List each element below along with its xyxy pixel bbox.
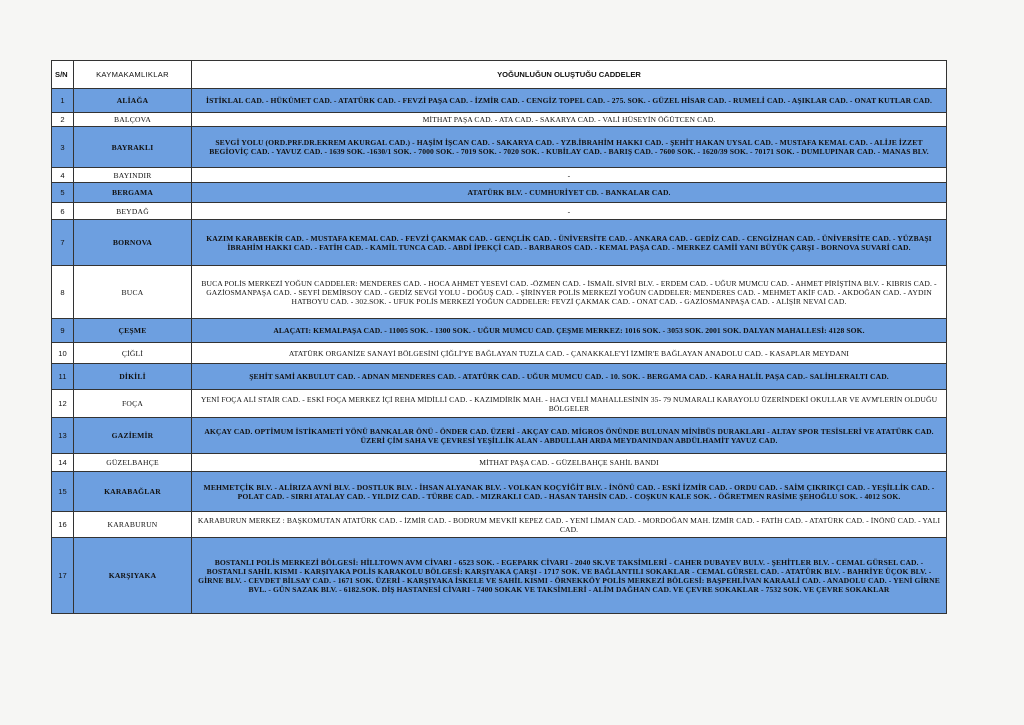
- street-list: ŞEHİT SAMİ AKBULUT CAD. - ADNAN MENDERES CAD. - ATATÜRK CAD. - UĞUR MUMCU CAD. - 10. SOK. - BERGAMA CAD. - KARA HALİL PAŞA CAD.- SALİHLERALTI CAD.: [192, 364, 947, 390]
- table-row: [52, 220, 947, 266]
- table-row: [52, 89, 947, 113]
- district-name: BERGAMA: [74, 183, 192, 203]
- header-kaymakamlik: KAYMAKAMLIKLAR: [74, 61, 192, 89]
- table-row: [52, 538, 947, 614]
- district-name: KARŞIYAKA: [74, 538, 192, 614]
- row-number: 8: [52, 266, 74, 319]
- district-name: FOÇA: [74, 390, 192, 418]
- table-row: [52, 127, 947, 168]
- street-list: ATATÜRK BLV. - CUMHURİYET CD. - BANKALAR CAD.: [192, 183, 947, 203]
- row-number: 14: [52, 454, 74, 472]
- table-row: [52, 454, 947, 472]
- district-name: DİKİLİ: [74, 364, 192, 390]
- row-number: 6: [52, 203, 74, 220]
- street-list: MEHMETÇİK BLV. - ALİRIZA AVNİ BLV. - DOSTLUK BLV. - İHSAN ALYANAK BLV. - VOLKAN KOÇYİĞİT BLV. - İNÖNÜ CAD. - ESKİ İZMİR CAD. - ORDU CAD. - SAİM ÇIKRIKÇI CAD. - YEŞİLLİK CAD. - POLAT CAD. - SIRRI ATALAY CAD. - YILDIZ CAD. - TÜRBE CAD. - MIZRAKLI CAD. - HASAN TAHSİN CAD. - COŞKUN KALE SOK. - ÖĞRETMEN RASİME ŞEHOĞLU SOK. - 4012 SOK.: [192, 472, 947, 512]
- table-row: [52, 113, 947, 127]
- row-number: 7: [52, 220, 74, 266]
- street-list: ATATÜRK ORGANİZE SANAYİ BÖLGESİNİ ÇİĞLİ'YE BAĞLAYAN TUZLA CAD. - ÇANAKKALE'Yİ İZMİR'E BAĞLAYAN ANADOLU CAD. - KASAPLAR MEYDANI: [192, 343, 947, 364]
- street-list: -: [192, 203, 947, 220]
- table-row: [52, 418, 947, 454]
- district-name: KARABURUN: [74, 512, 192, 538]
- table-row: [52, 266, 947, 319]
- street-list: AKÇAY CAD. OPTİMUM İSTİKAMETİ YÖNÜ BANKALAR ÖNÜ - ÖNDER CAD. ÜZERİ - AKÇAY CAD. MİGROS ÖNÜNDE BULUNAN MİNİBÜS DURAKLARI - ALTAY SPOR TESİSLERİ VE ATATÜRK CAD. ÜZERİ ÇİM SAHA VE ÇEVRESİ YEŞİLLİK ALAN - ABDULLAH ARDA MEYDANINDAN ABDÜLHAMİT YAVUZ CAD.: [192, 418, 947, 454]
- header-sn: S/N: [52, 61, 74, 89]
- row-number: 15: [52, 472, 74, 512]
- table-row: [52, 168, 947, 183]
- table-row: [52, 512, 947, 538]
- district-name: ÇEŞME: [74, 319, 192, 343]
- table-row: [52, 390, 947, 418]
- district-name: BAYINDIR: [74, 168, 192, 183]
- header-caddeler: YOĞUNLUĞUN OLUŞTUĞU CADDELER: [192, 61, 947, 89]
- row-number: 9: [52, 319, 74, 343]
- street-list: YENİ FOÇA ALİ STAİR CAD. - ESKİ FOÇA MERKEZ İÇİ REHA MİDİLLİ CAD. - KAZIMDİRİK MAH. - HACI VELİ MAHALLESİNİN 35- 79 NUMARALI KARAYOLU ÜZERİNDEKİ OKULLAR VE AVM'LERİN OLDUĞU BÖLGELER: [192, 390, 947, 418]
- district-name: GAZİEMİR: [74, 418, 192, 454]
- street-list: SEVGİ YOLU (ORD.PRF.DR.EKREM AKURGAL CAD.) - HAŞİM İŞCAN CAD. - SAKARYA CAD. - YZB.İBRAHİM HAKKI CAD. - ŞEHİT HAKAN UYSAL CAD. - MUSTAFA KEMAL CAD. - ALİJE İZZET BEGİOVİÇ CAD. - YAVUZ CAD. - 1639 SOK. -1630/1 SOK. - 7000 SOK. - 7019 SOK. - 7020 SOK. - KUBİLAY CAD. - BARIŞ CAD. - 7600 SOK. - 1620/39 SOK. - 70171 SOK. - DUMLUPINAR CAD. - MANAS BLV.: [192, 127, 947, 168]
- table-row: [52, 472, 947, 512]
- table-row: [52, 203, 947, 220]
- district-name: BUCA: [74, 266, 192, 319]
- street-list: İSTİKLAL CAD. - HÜKÜMET CAD. - ATATÜRK CAD. - FEVZİ PAŞA CAD. - İZMİR CAD. - CENGİZ TOPEL CAD. - 275. SOK. - GÜZEL HİSAR CAD. - RUMELİ CAD. - AŞIKLAR CAD. - ONAT KUTLAR CAD.: [192, 89, 947, 113]
- district-name: ALİAĞA: [74, 89, 192, 113]
- district-name: ÇİĞLİ: [74, 343, 192, 364]
- street-list: KARABURUN MERKEZ : BAŞKOMUTAN ATATÜRK CAD. - İZMİR CAD. - BODRUM MEVKİİ KEPEZ CAD. - YENİ LİMAN CAD. - MORDOĞAN MAH. İZMİR CAD. - FATİH CAD. - ATATÜRK CAD. - İNÖNÜ CAD. - YALI CAD.: [192, 512, 947, 538]
- table-row: [52, 319, 947, 343]
- row-number: 11: [52, 364, 74, 390]
- row-number: 4: [52, 168, 74, 183]
- table-row: [52, 364, 947, 390]
- row-number: 16: [52, 512, 74, 538]
- table-row: [52, 183, 947, 203]
- street-list: BUCA POLİS MERKEZİ YOĞUN CADDELER: MENDERES CAD. - HOCA AHMET YESEVİ CAD. -ÖZMEN CAD. - İSMAİL SİVRİ BLV. - ERDEM CAD. - UĞUR MUMCU CAD. - AHMET PİRİŞTİNA BLV. - KIBRIS CAD. - GAZİOSMANPAŞA CAD. - SEYFİ DEMİRSOY CAD. - GEDİZ SEVGİ YOLU - DOĞUŞ CAD. - ŞİRİNYER POLİS MERKEZİ YOĞUN CADDELER: MENDERES CAD. - MEHMET AKİF CAD. - AKDOĞAN CAD. - AYDIN HATBOYU CAD. - 302.SOK. - UFUK POLİS MERKEZİ YOĞUN CADDELER: FEVZİ ÇAKMAK CAD. - ONAT CAD. - GAZİOSMANPAŞA CAD. - ALİŞİR NEVAİ CAD.: [192, 266, 947, 319]
- row-number: 13: [52, 418, 74, 454]
- street-list: MİTHAT PAŞA CAD. - GÜZELBAHÇE SAHİL BANDI: [192, 454, 947, 472]
- street-list: -: [192, 168, 947, 183]
- street-list: ALAÇATI: KEMALPAŞA CAD. - 11005 SOK. - 1300 SOK. - UĞUR MUMCU CAD. ÇEŞME MERKEZ: 1016 SOK. - 3053 SOK. 2001 SOK. DALYAN MAHALLESİ: 4128 SOK.: [192, 319, 947, 343]
- street-list: MİTHAT PAŞA CAD. - ATA CAD. - SAKARYA CAD. - VALİ HÜSEYİN ÖĞÜTCEN CAD.: [192, 113, 947, 127]
- traffic-density-table: [51, 60, 947, 614]
- table-header-row: [52, 61, 947, 89]
- table-row: [52, 343, 947, 364]
- row-number: 10: [52, 343, 74, 364]
- district-name: BALÇOVA: [74, 113, 192, 127]
- row-number: 5: [52, 183, 74, 203]
- street-list: BOSTANLI POLİS MERKEZİ BÖLGESİ: HİLLTOWN AVM CİVARI - 6523 SOK. - EGEPARK CİVARI - 2040 SK.VE TAKSİMLERİ - CAHER DUBAYEV BULV. - ŞEHİTLER BLV. - CEMAL GÜRSEL CAD. - BOSTANLI SAHİL KISMI - KARŞIYAKA POLİS KARAKOLU BÖLGESİ: KARŞIYAKA ÇARŞI - 1717 SOK. VE BAĞLANTILI SOKAKLAR - CEMAL GÜRSEL CAD. - ATATÜRK BLV. - BAHRİYE ÜÇOK BLV. - GİRNE BLV. - CEVDET BİLSAY CAD. - 1671 SOK. ÜZERİ - KARŞIYAKA İSKELE VE SAHİL KISMI - ÖRNEKKÖY POLİS MERKEZİ BÖLGESİ: BAŞPEHLİVAN KARAALİ CAD. - ANADOLU CAD. - YENİ GİRNE BVL. - GÜN SAZAK BLV. - 6182.SOK. DİŞ HASTANESİ CİVARI - 7400 SOKAK VE TAKSİMLERİ - ALİM DAĞHAN CAD. VE ÇEVRE SOKAKLAR - 7532 SOK. VE ÇEVRE SOKAKLAR: [192, 538, 947, 614]
- street-list: KAZIM KARABEKİR CAD. - MUSTAFA KEMAL CAD. - FEVZİ ÇAKMAK CAD. - GENÇLİK CAD. - ÜNİVERSİTE CAD. - ANKARA CAD. - GEDİZ CAD. - CENGİZHAN CAD. - ÜNİVERSİTE CAD. - YÜZBAŞI İBRAHİM HAKKI CAD. - FATİH CAD. - KAMİL TUNCA CAD. - ABDİ İPEKÇİ CAD. - BARBAROS CAD. - KEMAL PAŞA CAD. - MERKEZ CAMİİ YANI BÜYÜK ÇARŞI - BORNOVA SUVARİ CAD.: [192, 220, 947, 266]
- row-number: 2: [52, 113, 74, 127]
- district-name: GÜZELBAHÇE: [74, 454, 192, 472]
- row-number: 17: [52, 538, 74, 614]
- district-name: BEYDAĞ: [74, 203, 192, 220]
- district-name: BORNOVA: [74, 220, 192, 266]
- row-number: 12: [52, 390, 74, 418]
- row-number: 1: [52, 89, 74, 113]
- district-name: KARABAĞLAR: [74, 472, 192, 512]
- row-number: 3: [52, 127, 74, 168]
- district-name: BAYRAKLI: [74, 127, 192, 168]
